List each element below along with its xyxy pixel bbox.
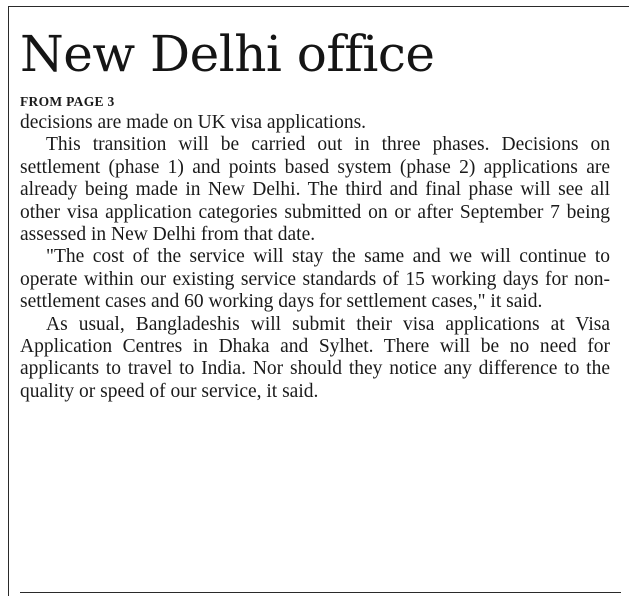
paragraph-transition-phases: This transition will be carried out in three phases. Decisions on settlement (phase 1) and points based system (phase 2) applications are already being made in New Delhi. The third and final phase will see all other visa application categories submitted on or after September 7 being assessed in New Delhi from that date. [20,134,610,246]
bottom-rule [20,592,621,593]
paragraph-application-centres: As usual, Bangladeshis will submit their visa applications at Visa Application Centres in Dhaka and Sylhet. There will be no need for applicants to travel to India. Nor should they notice any difference to the quality or speed of our service, it said. [20,313,610,402]
continued-from-label: FROM PAGE 3 [20,94,115,109]
paragraph-cost-quote: "The cost of the service will stay the same and we will continue to operate within our existing service standards of 15 working days for non-settlement cases and 60 working days for settlement cases," it said. [20,246,610,313]
paragraph-continuation: decisions are made on UK visa applications. [20,112,367,133]
article-body [20,112,610,403]
headline: New Delhi office [20,25,435,83]
